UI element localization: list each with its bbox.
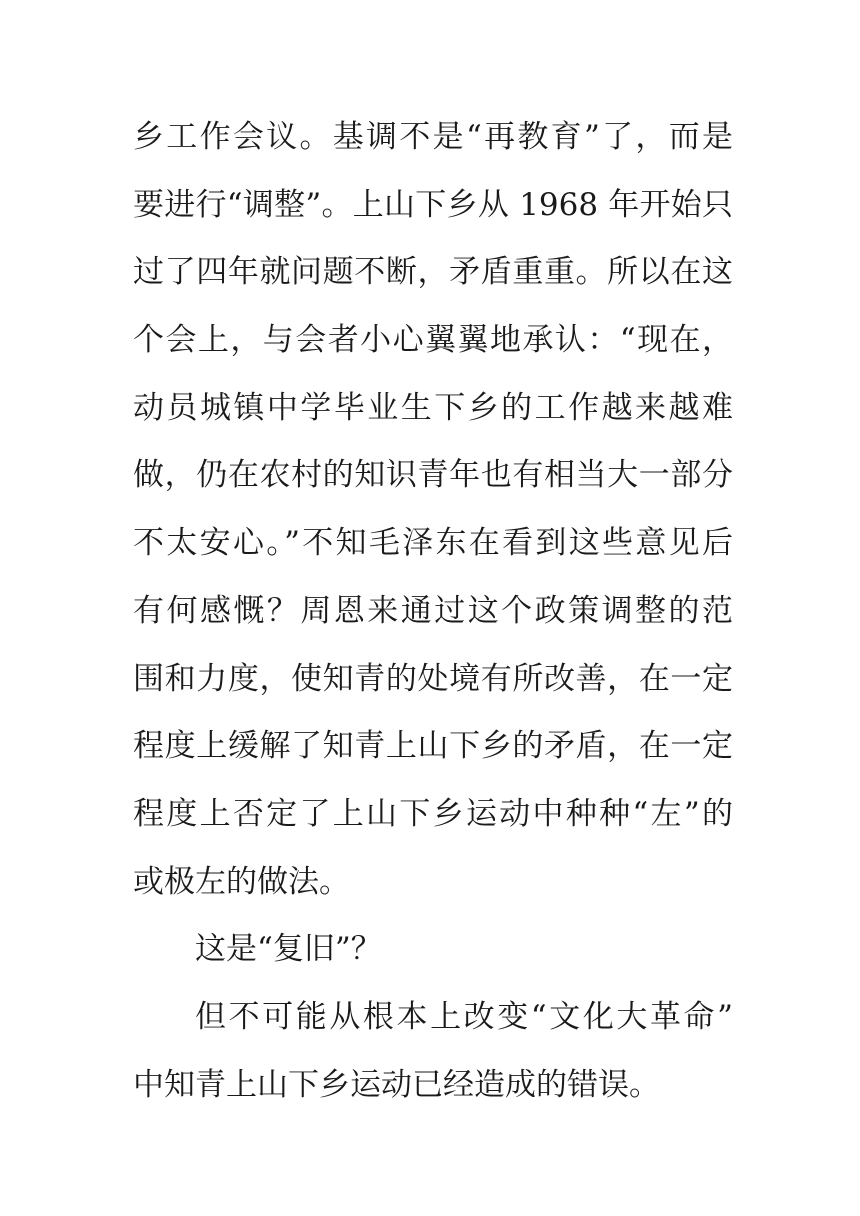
text-line: 这是“复旧”？ xyxy=(195,931,382,968)
body-text xyxy=(133,104,733,1119)
text-line: 要进行“调整”。上山下乡从 1968 年开始只 xyxy=(133,186,733,223)
text-line: 程度上否定了上山下乡运动中种种“左”的 xyxy=(133,795,733,832)
text-line: 动员城镇中学毕业生下乡的工作越来越难 xyxy=(133,389,733,426)
text-line: 程度上缓解了知青上山下乡的矛盾，在一定 xyxy=(133,728,733,765)
text-line: 个会上，与会者小心翼翼地承认：“现在， xyxy=(133,322,733,359)
text-line: 有何感慨？周恩来通过这个政策调整的范 xyxy=(133,592,733,629)
text-line: 或极左的做法。 xyxy=(133,863,350,900)
text-line: 乡工作会议。基调不是“再教育”了，而是 xyxy=(133,119,733,155)
text-line: 不太安心。”不知毛泽东在看到这些意见后 xyxy=(133,525,733,562)
text-line: 过了四年就问题不断，矛盾重重。所以在这 xyxy=(133,254,733,291)
text-line: 做，仍在农村的知识青年也有相当大一部分 xyxy=(133,457,733,494)
text-line: 中知青上山下乡运动已经造成的错误。 xyxy=(133,1066,660,1103)
text-line: 但不可能从根本上改变“文化大革命” xyxy=(195,998,733,1035)
text-line: 围和力度，使知青的处境有所改善，在一定 xyxy=(133,660,733,697)
